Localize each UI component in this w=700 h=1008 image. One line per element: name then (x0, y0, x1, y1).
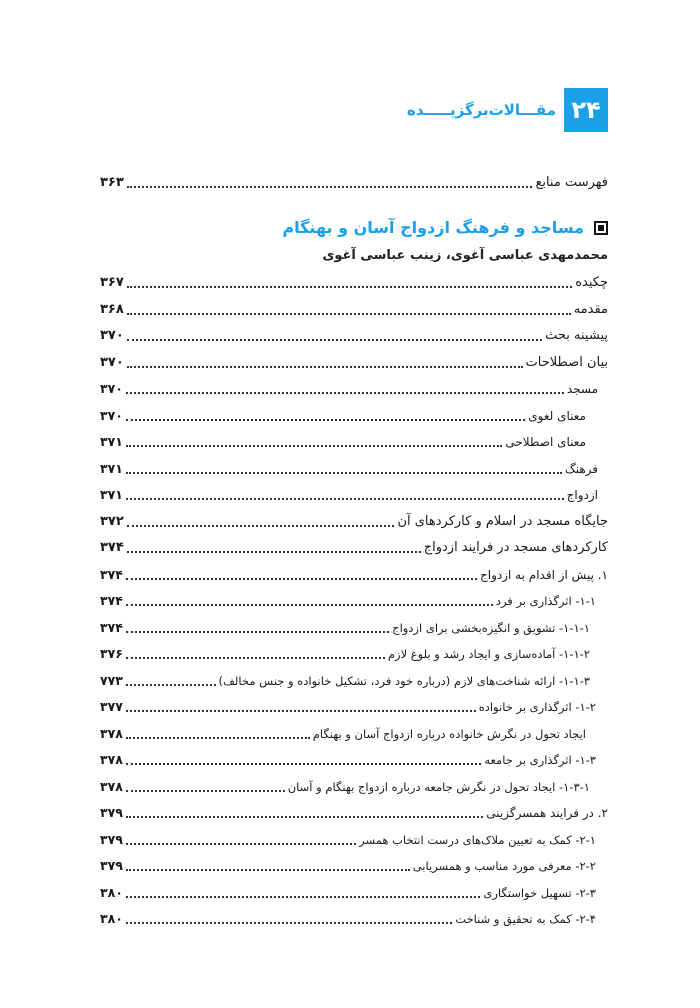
dot-leader (126, 392, 564, 394)
toc-entry (100, 668, 608, 695)
toc-entry-label: معنای اصطلاحی (505, 435, 586, 449)
dot-leader (126, 578, 477, 580)
toc-entry-page: ۳۷۹ (100, 831, 123, 847)
dot-leader (127, 551, 421, 553)
dot-leader (126, 604, 493, 606)
dot-leader (126, 763, 481, 765)
toc-entry (100, 456, 608, 483)
toc-entry-page: ۷۷۳ (100, 672, 123, 688)
toc-entry (100, 694, 608, 721)
toc-entry (100, 270, 608, 297)
toc-entry-page: ۳۶۸ (100, 301, 124, 317)
toc-entry-label: فرهنگ (564, 461, 598, 476)
toc-entry-label: ۲. در فرایند همسرگزینی (486, 806, 608, 820)
toc-entry (100, 562, 608, 589)
toc-entry-label: ۲-۱- کمک به تعیین ملاک‌های درست انتخاب همسر (359, 832, 596, 847)
toc-entry-page: ۳۷۰ (100, 354, 124, 370)
toc-entry (100, 429, 608, 456)
toc-entry-label: ازدواج (566, 488, 598, 502)
toc-entry (100, 827, 608, 854)
toc-entry-label: جایگاه مسجد در اسلام و کارکردهای آن (397, 513, 608, 529)
toc-entry-label: ۱-۱- اثرگذاری بر فرد (495, 594, 596, 608)
toc-entry-page: ۳۸۰ (100, 884, 123, 900)
toc-entry (100, 297, 608, 324)
toc-entry-page: ۳۷۰ (100, 328, 124, 343)
toc-entry-label: فهرست منابع (535, 175, 608, 190)
toc-entry-page: ۳۷۱ (100, 460, 123, 476)
dot-leader (126, 419, 525, 421)
toc-entry (100, 641, 608, 668)
toc-entry (100, 906, 608, 933)
dot-leader (126, 896, 480, 898)
article-title: مساجد و فرهنگ ازدواج آسان و بهنگام (282, 218, 584, 237)
article-authors: محمدمهدی عباسی آغوی، زینب عباسی آغوی (322, 248, 608, 263)
toc-entry (100, 721, 608, 748)
toc-entry-page: ۳۷۴ (100, 619, 123, 635)
toc-entry (100, 853, 608, 880)
toc-entry (100, 323, 608, 350)
dot-leader (126, 631, 389, 633)
toc-entry-page: ۳۷۱ (100, 487, 123, 502)
toc-entry-label: ۱. پیش از اقدام به ازدواج (480, 567, 608, 582)
dot-leader (126, 843, 356, 845)
dot-leader (126, 657, 385, 659)
dot-leader (126, 737, 310, 739)
dot-leader (127, 286, 572, 288)
toc-entry (100, 350, 608, 377)
toc-entry-page: ۳۷۸ (100, 725, 123, 741)
toc-entry-label: مسجد (566, 382, 598, 396)
toc-entry-label: معنای لغوی (528, 408, 586, 423)
toc-entry-label: ۱-۱-۳- ارائه شناخت‌های لازم (درباره خود فرد، تشکیل خانواده و جنس مخالف) (218, 673, 590, 688)
dot-leader (127, 525, 395, 527)
toc-entry-page: ۳۸۰ (100, 911, 123, 926)
toc-entry (100, 800, 608, 827)
toc-top (100, 170, 608, 197)
dot-leader (126, 472, 562, 474)
toc-entry-label: ۱-۳- اثرگذاری بر جامعه (484, 753, 596, 767)
toc-entry-label: پیشینه بحث (545, 328, 608, 343)
article-heading (282, 218, 608, 237)
toc-entry-page: ۳۶۷ (100, 275, 124, 290)
square-bullet-icon (594, 221, 608, 235)
toc-entry-page: ۳۷۸ (100, 778, 123, 794)
dot-leader (126, 445, 502, 447)
toc-entry (100, 482, 608, 509)
toc-entry-label: ۱-۱-۲- آماده‌سازی و ایجاد رشد و بلوغ لازم (387, 647, 590, 661)
dot-leader (126, 498, 564, 500)
toc-entry-label: چکیده (575, 275, 608, 290)
dot-leader (126, 790, 285, 792)
toc-entry (100, 170, 608, 197)
dot-leader (127, 186, 533, 188)
toc-entry-label: ایجاد تحول در نگرش خانواده درباره ازدواج آسان و بهنگام (312, 726, 586, 741)
toc-entry-label: ۲-۳- تسهیل خواستگاری (483, 885, 596, 900)
toc-entry (100, 747, 608, 774)
toc-entry (100, 615, 608, 642)
page-number-badge: ۲۴ (564, 88, 608, 132)
toc-entry (100, 509, 608, 536)
book-title: مقـــالات‌برگزیـــــده (406, 101, 556, 119)
toc-entry (100, 774, 608, 801)
toc-entry (100, 588, 608, 615)
toc-entry-page: ۳۷۴ (100, 540, 124, 555)
dot-leader (127, 339, 542, 341)
toc-entry-label: ۱-۱-۱- تشویق و انگیزه‌بخشی برای ازدواج (392, 620, 590, 635)
dot-leader (126, 922, 452, 924)
toc-entry-page: ۳۷۰ (100, 381, 123, 396)
toc-entry (100, 376, 608, 403)
toc-entry-page: ۳۷۷ (100, 699, 123, 714)
toc-entry (100, 880, 608, 907)
toc-entry (100, 535, 608, 562)
toc-entry-page: ۳۶۳ (100, 175, 124, 190)
toc-entry-page: ۳۷۸ (100, 752, 123, 767)
toc-entry-label: ۱-۲- اثرگذاری بر خانواده (478, 700, 596, 714)
toc-entry-page: ۳۷۱ (100, 434, 123, 449)
dot-leader (127, 313, 571, 315)
toc-entry (100, 403, 608, 430)
dot-leader (126, 816, 483, 818)
toc-entry-page: ۳۷۲ (100, 513, 124, 529)
toc-entry-page: ۳۷۹ (100, 858, 123, 873)
toc-entry-label: مقدمه (573, 301, 608, 317)
toc-entry-label: ۲-۲- معرفی مورد مناسب و همسریابی (412, 859, 596, 873)
dot-leader (126, 710, 476, 712)
dot-leader (127, 366, 523, 368)
running-header (407, 88, 608, 132)
toc-entry-label: بیان اصطلاحات (525, 354, 608, 370)
toc-entry-page: ۳۷۹ (100, 805, 123, 820)
toc-entry-label: کارکردهای مسجد در فرایند ازدواج (423, 540, 608, 555)
toc-entry-page: ۳۷۶ (100, 646, 123, 661)
toc-list (100, 270, 608, 933)
toc-entry-page: ۳۷۰ (100, 407, 123, 423)
dot-leader (126, 684, 216, 686)
toc-entry-label: ۲-۴- کمک به تحقیق و شناخت (455, 912, 596, 926)
dot-leader (126, 869, 410, 871)
toc-entry-page: ۳۷۴ (100, 566, 123, 582)
toc-entry-page: ۳۷۴ (100, 593, 123, 608)
toc-entry-label: ۱-۳-۱- ایجاد تحول در نگرش جامعه درباره ازدواج بهنگام و آسان (287, 779, 590, 794)
